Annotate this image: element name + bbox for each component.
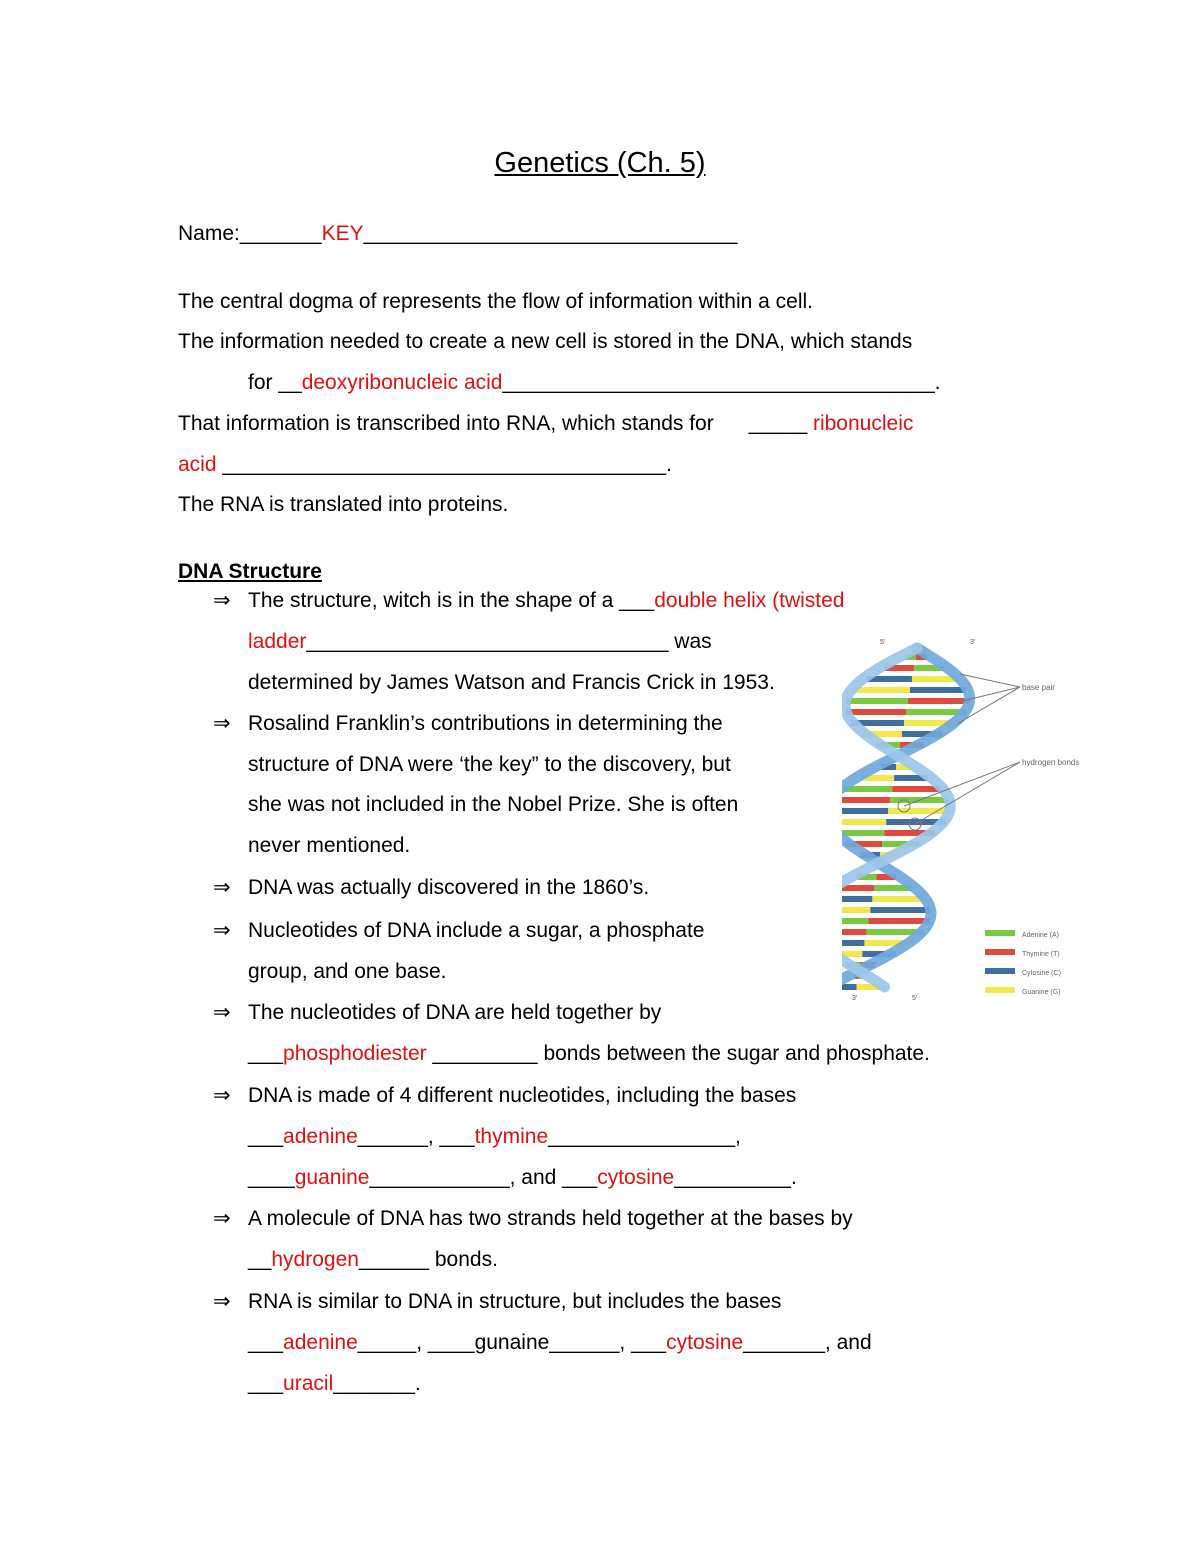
answer-phosphodiester: phosphodiester <box>283 1042 427 1065</box>
bullet-8-line-1: RNA is similar to DNA in structure, but includes the bases <box>248 1290 782 1313</box>
bullet-4-line-2: group, and one base. <box>248 960 447 983</box>
arrow-icon: ⇒ <box>213 589 231 612</box>
strand-end-label: 3' <box>852 995 858 1002</box>
text: That information is transcribed into RNA, which stands for _____ <box>178 412 813 435</box>
name-blank: ________________________________ <box>363 222 738 245</box>
dna-helix-figure <box>842 634 1092 1006</box>
base-segment <box>842 808 888 814</box>
answer-double-helix: double helix (twisted <box>654 589 845 612</box>
base-segment <box>842 885 874 891</box>
answer-rna-cytosine: cytosine <box>666 1331 744 1354</box>
blank: _______. <box>333 1372 421 1395</box>
bullet-1-line-3: determined by James Watson and Francis Crick in 1953. <box>248 671 775 694</box>
blank: ___ <box>248 1125 284 1148</box>
blank: ____ <box>248 1166 295 1189</box>
blank: ___ <box>248 1331 284 1354</box>
blank: __ <box>248 1248 272 1271</box>
legend-label: Guanine (G) <box>1022 989 1061 996</box>
blank: ___ <box>248 1042 284 1065</box>
strand-end-label: 5' <box>912 995 918 1002</box>
answer-ladder: ladder <box>248 630 307 653</box>
blank: ___ <box>248 1372 284 1395</box>
answer-thymine: thymine <box>474 1125 549 1148</box>
answer-guanine: guanine <box>294 1166 370 1189</box>
text: The structure, witch is in the shape of a ___ <box>248 589 655 612</box>
base-segment <box>842 918 868 924</box>
base-legend <box>985 930 1061 996</box>
answer-rna-adenine: adenine <box>283 1331 358 1354</box>
bullet-5-line-1: The nucleotides of DNA are held together by <box>248 1001 662 1024</box>
name-answer: KEY <box>321 222 364 245</box>
bullet-1-line-1 <box>248 589 845 613</box>
base-segment <box>842 896 872 902</box>
arrow-icon: ⇒ <box>213 1001 231 1024</box>
bullet-8-line-3 <box>248 1372 421 1396</box>
blank: _______, and <box>743 1331 872 1354</box>
bullet-6-line-1: DNA is made of 4 different nucleotides, including the bases <box>248 1084 797 1107</box>
legend-label: Cytosine (C) <box>1022 970 1061 977</box>
blank: ______________________________________. <box>216 453 673 476</box>
blank: ____________, and ___ <box>369 1166 598 1189</box>
intro-line-4 <box>178 412 913 436</box>
base-segment <box>910 687 966 693</box>
base-segment <box>842 907 870 913</box>
arrow-icon: ⇒ <box>213 1207 231 1230</box>
arrow-icon: ⇒ <box>213 1084 231 1107</box>
legend-swatch <box>985 968 1015 974</box>
arrow-icon: ⇒ <box>213 712 231 735</box>
bullet-2-line-4: never mentioned. <box>248 834 411 857</box>
base-segment <box>842 929 866 935</box>
hydrogen-bonds-label: hydrogen bonds <box>1022 758 1080 767</box>
bullet-5-line-2 <box>248 1042 930 1066</box>
name-line <box>178 222 737 246</box>
bullet-4-line-1: Nucleotides of DNA include a sugar, a phosphate <box>248 919 705 942</box>
blank: ______, ___ <box>357 1125 475 1148</box>
base-segment <box>842 797 890 803</box>
base-segment <box>854 687 910 693</box>
base-segment <box>846 698 908 704</box>
text: _______________________________ was <box>306 630 712 653</box>
base-segment <box>842 940 864 946</box>
legend-swatch <box>985 949 1015 955</box>
bullet-3-line-1: DNA was actually discovered in the 1860’s. <box>248 876 650 899</box>
legend-swatch <box>985 987 1015 993</box>
bullet-1-line-2 <box>248 630 712 654</box>
bullet-7-line-2 <box>248 1248 498 1272</box>
base-segment <box>842 830 884 836</box>
answer-rna-cont: acid <box>178 453 217 476</box>
strand-end-label: 3' <box>970 639 976 646</box>
blank: ________________, <box>548 1125 741 1148</box>
text: _________ bonds between the sugar and phosphate. <box>426 1042 930 1065</box>
bullet-6-line-3 <box>248 1166 797 1190</box>
blank: _____, ____gunaine______, ___ <box>357 1331 667 1354</box>
arrow-icon: ⇒ <box>213 919 231 942</box>
blank: __________. <box>674 1166 797 1189</box>
blank: _____________________________________. <box>502 371 941 394</box>
answer-hydrogen: hydrogen <box>271 1248 359 1271</box>
answer-adenine: adenine <box>283 1125 358 1148</box>
section-heading: DNA Structure <box>178 560 322 583</box>
bullet-6-line-2 <box>248 1125 741 1149</box>
base-segment <box>870 907 930 913</box>
bullet-2-line-1: Rosalind Franklin’s contributions in determining the <box>248 712 723 735</box>
text: ______ bonds. <box>358 1248 498 1271</box>
blank: for __ <box>248 371 302 394</box>
legend-label: Adenine (A) <box>1022 932 1059 939</box>
strand-end-label: 5' <box>880 639 886 646</box>
answer-dna: deoxyribonucleic acid <box>301 371 503 394</box>
intro-line-3 <box>248 371 940 395</box>
intro-line-2: The information needed to create a new cell is stored in the DNA, which stands <box>178 330 913 353</box>
bullet-8-line-2 <box>248 1331 872 1355</box>
arrow-icon: ⇒ <box>213 1290 231 1313</box>
legend-label: Thymine (T) <box>1022 951 1060 958</box>
base-segment <box>892 786 940 792</box>
base-segment <box>868 918 930 924</box>
name-label: Name:_______ <box>178 222 322 245</box>
bullet-7-line-1: A molecule of DNA has two strands held together at the bases by <box>248 1207 853 1230</box>
base-segment <box>872 896 923 902</box>
legend-swatch <box>985 930 1015 936</box>
arrow-icon: ⇒ <box>213 876 231 899</box>
bullet-2-line-2: structure of DNA were ‘the key” to the discovery, but <box>248 753 731 776</box>
intro-line-1: The central dogma of represents the flow of information within a cell. <box>178 290 813 313</box>
base-segment <box>842 819 886 825</box>
base-segment <box>845 709 906 715</box>
bullet-2-line-3: she was not included in the Nobel Prize. She is often <box>248 793 739 816</box>
answer-uracil: uracil <box>283 1372 334 1395</box>
answer-rna: ribonucleic <box>812 412 914 435</box>
base-pair-label: base pair <box>1022 683 1055 692</box>
intro-line-5 <box>178 453 672 477</box>
intro-line-6: The RNA is translated into proteins. <box>178 493 509 516</box>
page-title: Genetics (Ch. 5) <box>494 147 706 179</box>
base-segment <box>842 984 857 990</box>
answer-cytosine: cytosine <box>597 1166 675 1189</box>
